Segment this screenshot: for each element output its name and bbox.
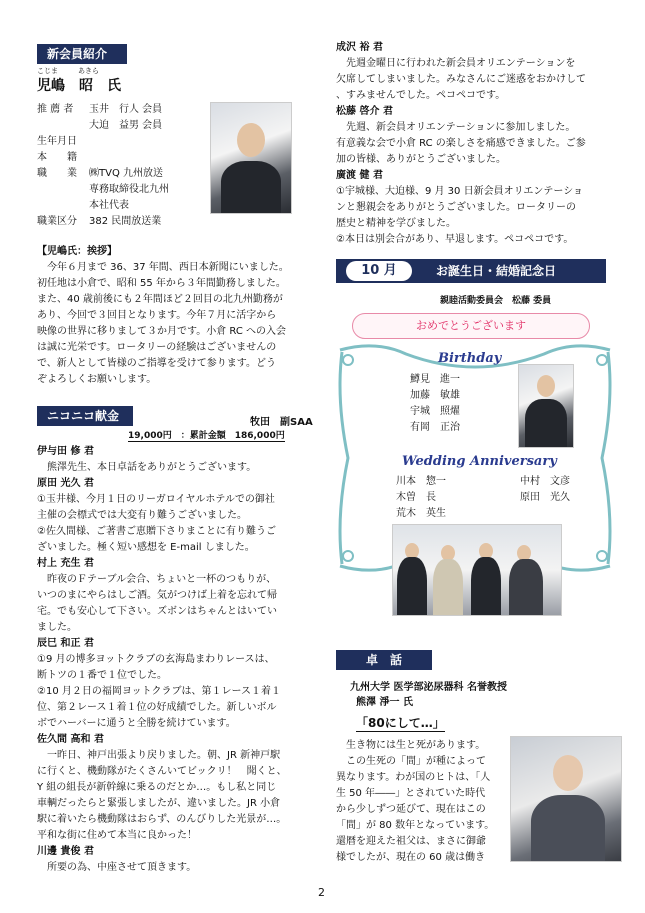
new-member-header: 新会員紹介 bbox=[37, 44, 127, 64]
committee-label: 親睦活動委員会 松藤 委員 bbox=[440, 296, 552, 306]
talk-header: 卓 話 bbox=[336, 650, 432, 670]
speaker-photo bbox=[510, 736, 622, 862]
entry-name: 村上 充生 君 bbox=[37, 558, 94, 569]
talk-body: 生き物には生と死があります。 この生死の「間」が種によって 異なります。わが国のヒトは、「人 生 50 年――」とされていた時代 から少しずつ延びて、現在はこの 「間」が 80 数年となっています。 還暦を迎えた祖父は、まさに御爺 様でしたが、現在の 60 歳は働き bbox=[336, 740, 495, 863]
entry-name: 川邊 貴俊 君 bbox=[37, 846, 94, 857]
wedding-names: 川本 惣一 中村 文彦 木曽 長 原田 光久 荒木 英生 bbox=[396, 476, 570, 519]
entry-name: 松藤 啓介 君 bbox=[336, 106, 393, 117]
right-top-entries: 成沢 裕 君 先週金曜日に行われた新会員オリエンテーションを 欠席してしまいました。みなさんにご迷惑をおかけして 、すみませんでした。ペコペコです。 松藤 啓介 君 先週、新会員オリエンテーションに参加しました。 有意義な会で小倉 RC の楽しさを痛感できました。ご参 加の皆様、ありがとうございました。 廣渡 健 君 ①宇城様、大迫様、9 月 30 日新会員オリエンテーショ ンと懇親会をありがとうございました。ロータリーの 歴史と精神を学びました。 ②本日は別会合があり、早退します。ペコペコです。 bbox=[336, 40, 616, 248]
entry-name: 伊与田 修 君 bbox=[37, 446, 94, 457]
niko-amount: 19,000円 ：累計金額 186,000円 bbox=[128, 428, 285, 442]
wedding-title: Wedding Anniversary bbox=[402, 454, 557, 469]
birthday-header-label: お誕生日・結婚記念日 bbox=[436, 264, 557, 278]
entry-name: 成沢 裕 君 bbox=[336, 42, 383, 53]
speaker-name: 熊澤 淨一 氏 bbox=[356, 697, 413, 708]
entry-name: 辰巳 和正 君 bbox=[37, 638, 94, 649]
entry-name: 廣渡 健 君 bbox=[336, 170, 383, 181]
niko-saa: 牧田 副SAA bbox=[250, 417, 313, 428]
birthday-title: Birthday bbox=[438, 351, 502, 366]
entry-name: 佐久間 高和 君 bbox=[37, 734, 104, 745]
page-number: 2 bbox=[318, 886, 325, 899]
birthday-names: 鱒見 進一 加藤 敏雄 宇城 照燿 有岡 正治 bbox=[410, 374, 460, 433]
niko-header: ニコニコ献金 bbox=[37, 406, 133, 426]
niko-list: 伊与田 修 君 熊澤先生、本日卓話をありがとうございます。 原田 光久 君 ①玉井様、今月１日のリーガロイヤルホテルでの御社 主催の会標式では大変有り難うございました。 ②佐久間様、ご著書ご恵贈下さりまことに有り難うご ざいました。極く短い感想を E-mail しました。 村上 充生 君 昨夜のＦテーブル会合、ちょいと一杯のつもりが、 いつのまにやらはしご酒。気がつけば上着を忘れて帰 宅。でも安心して下さい。ズボンはちゃんとはいてい ました。 辰巳 和正 君 ①9 月の博多ヨットクラブの玄海島まわりレースは、 断トツの１番で１位でした。 ②10 月２日の福岡ヨットクラブは、第１レース１着１ 位、第２レース１着１位の好成績でした。新しいボル ボでハーバーに通うと全勝を続けています。 佐久間 高和 君 一昨日、神戸出張より戻りました。朝、JR 新神戸駅 に行くと、機動隊がたくさんいてビックリ！ 聞くと、 Y 組の組長が新幹線に乗るのだとか…。もし私と同じ 車輌だったらと緊張しましたが、違いました。JR 小倉 駅に着いたら機動隊はおらず、のんびりした光景が…。 平和な街に住めて本当に良かった！ 川邊 貴俊 君 所要の為、中座させて頂きます。 bbox=[37, 444, 321, 876]
birthday-header bbox=[336, 259, 606, 283]
member-name: 児嶋 昭 氏 bbox=[37, 78, 121, 94]
month-badge: 10 月 bbox=[346, 261, 412, 281]
congrats-banner: おめでとうございます bbox=[352, 313, 590, 339]
entry-name: 原田 光久 君 bbox=[37, 478, 94, 489]
greeting-section: 【児嶋氏：挨拶】 今年６月まで 36、37 年間、西日本新聞にいました。 初任地は小倉で、昭和 55 年から３年間勤務しました。 また、40 歳前後にも２年間ほど２回目の北九州勤務が あり、今回で３回目となります。今年７月に活字から 映像の世界に移りまして３か月です。小倉 RC への入会 は誠に光栄です。ロータリーの経験はございませんの で、新人として皆様のご指導を受けて参ります。どう ぞよろしくお願いします。 bbox=[37, 246, 289, 385]
member-photo bbox=[210, 102, 292, 214]
birthday-photo bbox=[518, 364, 574, 448]
name-furigana: こじま あきら bbox=[37, 67, 99, 75]
speaker-affiliation: 九州大学 医学部泌尿器科 名誉教授 bbox=[350, 682, 507, 693]
talk-title: 「80にして…」 bbox=[356, 716, 445, 730]
member-info: 推 薦 者 玉井 行人 会員 大迫 益男 会員 生年月日 本 籍 職 業 ㈱TVQ 九州放送 専務取締役北九州 本社代表 職業区分 382 民間放送業 bbox=[37, 104, 169, 227]
wedding-photo bbox=[392, 524, 562, 616]
